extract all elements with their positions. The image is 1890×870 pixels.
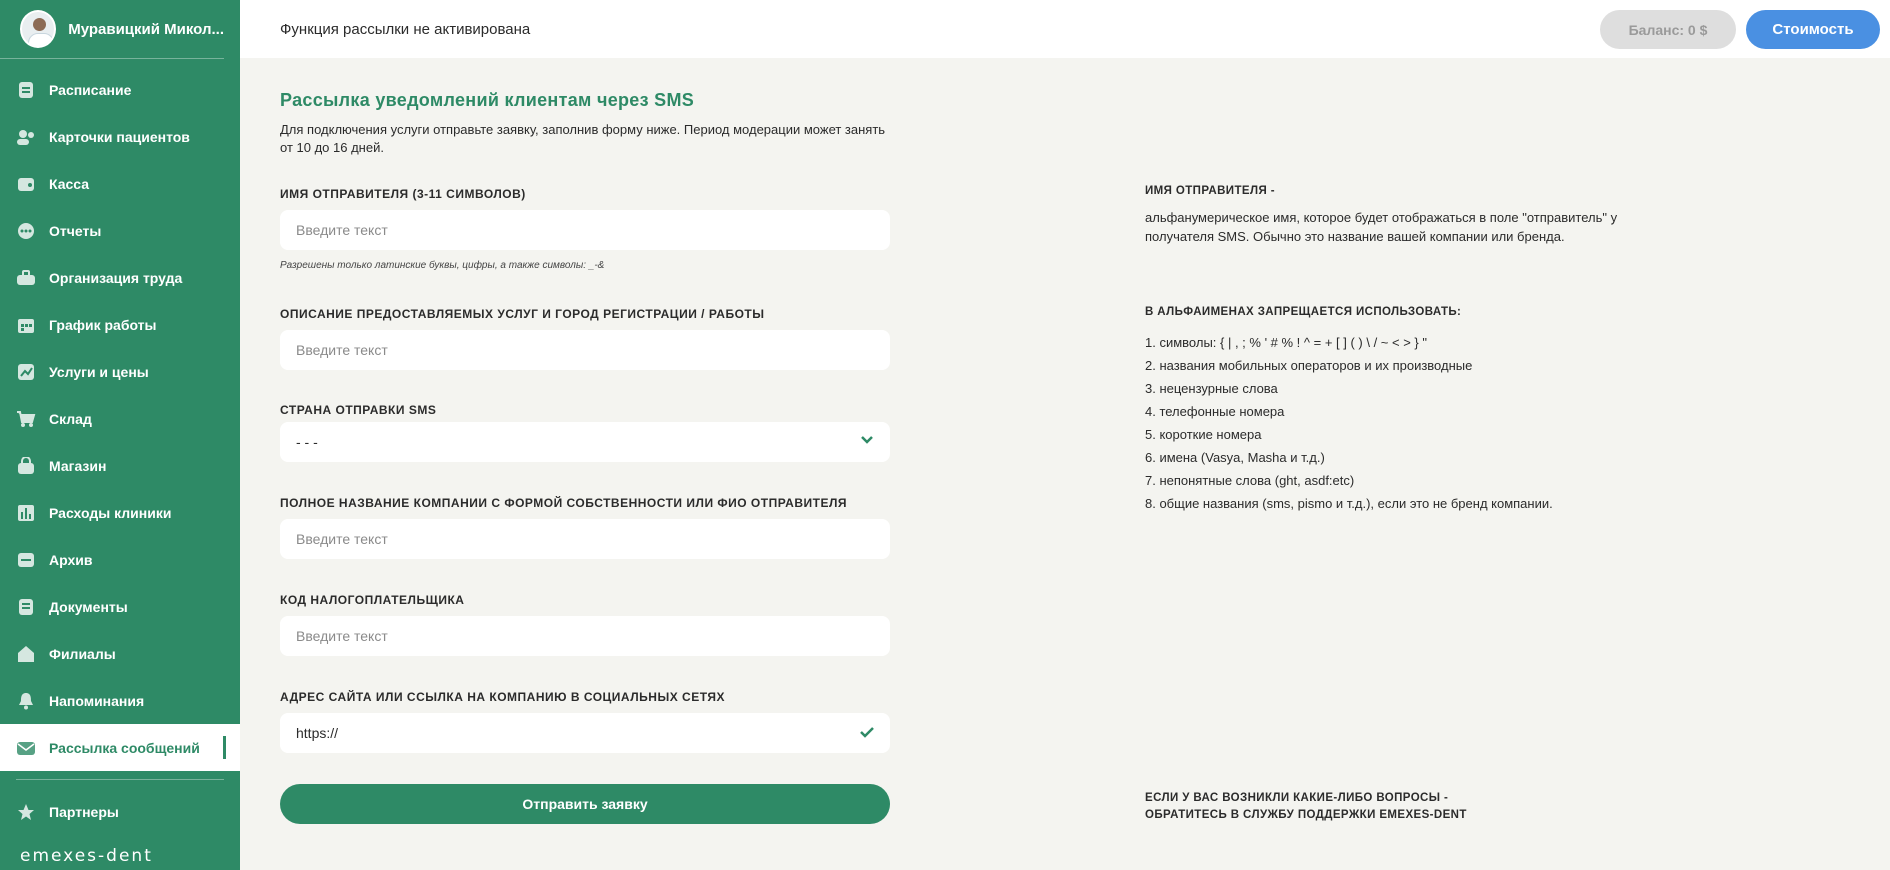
sidebar-item-label: Касса: [49, 175, 90, 192]
list-item: 1. символы: { | , ; % ' # % ! ^ = + [ ] ( ) \ / ~ < > } ": [1145, 335, 1427, 350]
sidebar-divider: [16, 779, 224, 780]
prices-icon: [16, 362, 36, 382]
site-url-field[interactable]: [280, 713, 890, 753]
sender-info-heading: ИМЯ ОТПРАВИТЕЛЯ -: [1145, 185, 1275, 197]
list-item: 8. общие названия (sms, pismo и т.д.), если это не бренд компании.: [1145, 496, 1553, 511]
list-item: 5. короткие номера: [1145, 427, 1262, 442]
sidebar-item-branches[interactable]: [0, 630, 240, 677]
avatar[interactable]: [20, 10, 56, 48]
star-icon: [16, 802, 36, 822]
sidebar-item-label: Магазин: [49, 457, 107, 474]
company-name-input[interactable]: [280, 519, 890, 559]
archive-icon: [16, 550, 36, 570]
page-title: Рассылка уведомлений клиентам через SMS: [280, 90, 695, 110]
sidebar-item-label: Расписание: [49, 81, 132, 98]
sidebar-item-label: Отчеты: [49, 222, 102, 239]
list-item: 2. названия мобильных операторов и их производные: [1145, 358, 1473, 373]
envelope-icon: [16, 738, 36, 758]
wallet-icon: [16, 174, 36, 194]
sidebar-item-label: График работы: [49, 316, 157, 333]
list-item: 6. имена (Vasya, Masha и т.д.): [1145, 450, 1325, 465]
sidebar-item-partners[interactable]: [0, 788, 240, 835]
sidebar-item-label: Рассылка сообщений: [49, 739, 200, 756]
sidebar-item-label: Карточки пациентов: [49, 128, 190, 145]
checkmark-icon: [860, 725, 874, 742]
cart-icon: [16, 409, 36, 429]
list-item: 4. телефонные номера: [1145, 404, 1285, 419]
chevron-down-icon: [860, 433, 874, 450]
sidebar: [0, 0, 240, 870]
sidebar-item-label: Склад: [49, 410, 92, 427]
profile[interactable]: [0, 0, 224, 59]
tax-code-input[interactable]: [280, 616, 890, 656]
status-text: Функция рассылки не активирована: [280, 20, 531, 38]
intro-text: Для подключения услуги отправьте заявку, заполнив форму ниже. Период модерации может занять от 10 до 16 дней.: [280, 122, 886, 155]
support-line-2: ОБРАТИТЕСЬ В СЛУЖБУ ПОДДЕРЖКИ EMEXES-DENT: [1145, 809, 1467, 821]
sidebar-item-schedule[interactable]: [0, 66, 240, 113]
sender-hint: Разрешены только латинские буквы, цифры, а также символы: _-&: [280, 260, 605, 271]
tax-code-label: КОД НАЛОГОПЛАТЕЛЬЩИКА: [280, 593, 465, 607]
sender-label: ИМЯ ОТПРАВИТЕЛЯ (3-11 СИМВОЛОВ): [280, 187, 526, 201]
sidebar-item-shop[interactable]: [0, 442, 240, 489]
site-url-value: https://: [296, 725, 339, 741]
bell-icon: [16, 691, 36, 711]
description-input[interactable]: [280, 330, 890, 370]
patients-icon: [16, 127, 36, 147]
sidebar-item-reminders[interactable]: [0, 677, 240, 724]
sidebar-item-warehouse[interactable]: [0, 395, 240, 442]
expenses-icon: [16, 503, 36, 523]
forbidden-heading: В АЛЬФАИМЕНАХ ЗАПРЕЩАЕТСЯ ИСПОЛЬЗОВАТЬ:: [1145, 306, 1462, 318]
sidebar-item-archive[interactable]: [0, 536, 240, 583]
country-select[interactable]: [280, 422, 890, 462]
sidebar-item-label: Партнеры: [49, 803, 119, 820]
sidebar-menu: [0, 66, 240, 771]
sidebar-item-cashbox[interactable]: [0, 160, 240, 207]
calendar-icon: [16, 80, 36, 100]
sidebar-item-clinic-expenses[interactable]: [0, 489, 240, 536]
sidebar-item-messaging[interactable]: [0, 724, 240, 771]
country-value: - - -: [296, 434, 318, 450]
sidebar-item-patient-cards[interactable]: [0, 113, 240, 160]
site-label: АДРЕС САЙТА ИЛИ ССЫЛКА НА КОМПАНИЮ В СОЦИАЛЬНЫХ СЕТЯХ: [280, 690, 726, 704]
forbidden-rules-list: [1145, 331, 1553, 515]
shop-icon: [16, 456, 36, 476]
sender-name-input[interactable]: [280, 210, 890, 250]
support-line-1: ЕСЛИ У ВАС ВОЗНИКЛИ КАКИЕ-ЛИБО ВОПРОСЫ -: [1145, 792, 1449, 804]
balance-button[interactable]: Баланс: 0 $: [1600, 10, 1736, 49]
organization-icon: [16, 268, 36, 288]
sidebar-item-reports[interactable]: [0, 207, 240, 254]
list-item: 7. непонятные слова (ght, asdf:etc): [1145, 473, 1355, 488]
sidebar-item-label: Напоминания: [49, 692, 145, 709]
user-name[interactable]: Муравицкий Микол...: [68, 20, 224, 38]
header: [240, 0, 1890, 58]
sidebar-item-label: Расходы клиники: [49, 504, 172, 521]
sidebar-item-documents[interactable]: [0, 583, 240, 630]
logo: emexes-dent: [20, 846, 153, 866]
submit-button[interactable]: Отправить заявку: [280, 784, 890, 824]
country-label: СТРАНА ОТПРАВКИ SMS: [280, 403, 437, 417]
branches-icon: [16, 644, 36, 664]
sidebar-item-label: Документы: [49, 598, 128, 615]
company-label: ПОЛНОЕ НАЗВАНИЕ КОМПАНИИ С ФОРМОЙ СОБСТВЕННОСТИ ИЛИ ФИО ОТПРАВИТЕЛЯ: [280, 496, 848, 510]
sidebar-item-work-schedule[interactable]: [0, 301, 240, 348]
schedule-icon: [16, 315, 36, 335]
description-label: ОПИСАНИЕ ПРЕДОСТАВЛЯЕМЫХ УСЛУГ И ГОРОД РЕГИСТРАЦИИ / РАБОТЫ: [280, 307, 765, 321]
sidebar-item-label: Филиалы: [49, 645, 116, 662]
reports-icon: [16, 221, 36, 241]
sender-info-text: альфанумерическое имя, которое будет отображаться в поле "отправитель" у получателя SMS. Обычно это название вашей компании или бренда.: [1145, 210, 1618, 244]
sidebar-item-services-prices[interactable]: [0, 348, 240, 395]
list-item: 3. нецензурные слова: [1145, 381, 1278, 396]
sidebar-item-organization[interactable]: [0, 254, 240, 301]
sms-form: [280, 90, 890, 812]
sidebar-item-label: Организация труда: [49, 269, 183, 286]
documents-icon: [16, 597, 36, 617]
sidebar-item-label: Архив: [49, 551, 93, 568]
sidebar-item-label: Услуги и цены: [49, 363, 149, 380]
cost-button[interactable]: Стоимость: [1746, 10, 1880, 49]
